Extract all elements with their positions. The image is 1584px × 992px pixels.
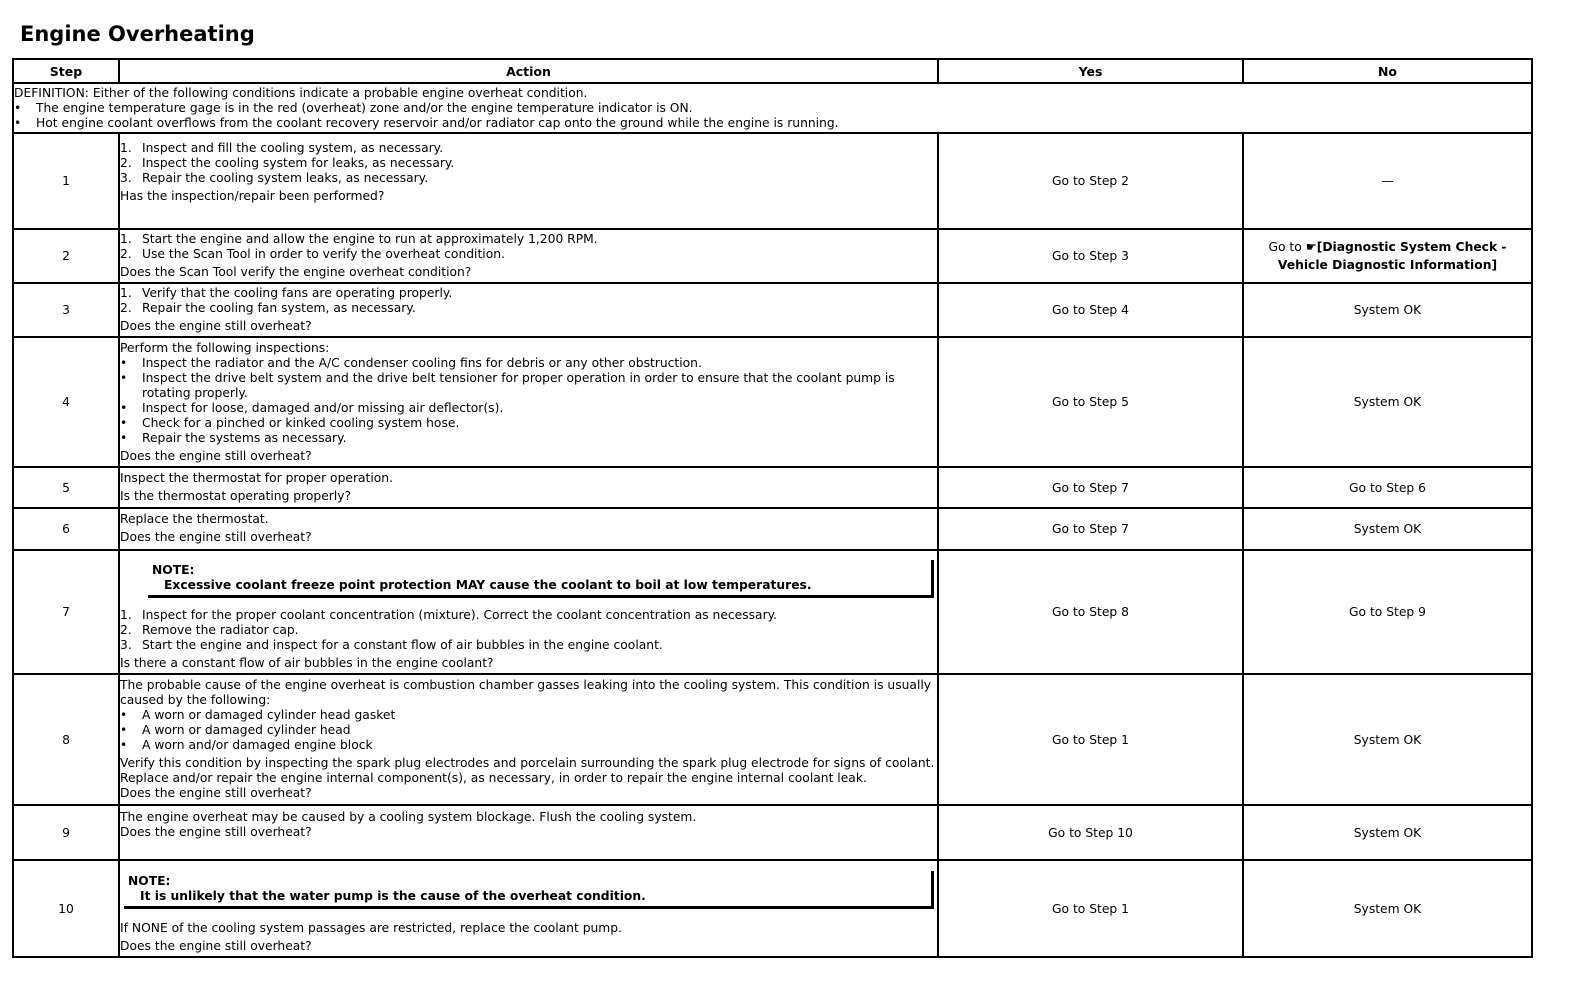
- step-row-3: [13, 283, 1532, 337]
- action-item: 3. Start the engine and inspect for a constant flow of air bubbles in the engine coolant.: [120, 637, 663, 652]
- action-intro: Perform the following inspections:: [120, 340, 330, 355]
- action-bullet: • A worn and/or damaged engine block: [120, 738, 373, 753]
- action-question: Does the Scan Tool verify the engine overheat condition?: [120, 264, 472, 279]
- page-title: Engine Overheating: [20, 22, 255, 46]
- action-bullet: • Inspect the drive belt system and the drive belt tensioner for proper operation in order to ensure that the coolant pump is rotating properly.: [120, 370, 895, 400]
- action-item: 1. Verify that the cooling fans are operating properly.: [120, 286, 453, 301]
- yes-result: Go to Step 8: [938, 550, 1243, 675]
- action-text: The engine overheat may be caused by a cooling system blockage. Flush the cooling system.: [120, 810, 697, 825]
- action-question: Does the engine still overheat?: [120, 319, 312, 334]
- no-result: System OK: [1243, 283, 1532, 337]
- step-number: 3: [13, 283, 119, 337]
- note-box: [124, 871, 934, 909]
- step-row-4: [13, 337, 1532, 467]
- action-item: 3. Repair the cooling system leaks, as necessary.: [120, 170, 429, 185]
- step-action: [119, 550, 938, 675]
- note-box: [148, 560, 934, 598]
- step-number: 9: [13, 805, 119, 860]
- step-number: 2: [13, 229, 119, 283]
- step-row-2: [13, 229, 1532, 283]
- header-no: No: [1243, 59, 1532, 83]
- step-action: [119, 805, 938, 860]
- action-intro: The probable cause of the engine overheat is combustion chamber gasses leaking into the cooling system. This condition is usually caused by the following:: [120, 678, 932, 708]
- step-row-6: [13, 508, 1532, 549]
- step-number: 4: [13, 337, 119, 467]
- diagnostic-system-check-link[interactable]: [Diagnostic System Check - Vehicle Diagnostic Information]: [1277, 239, 1507, 272]
- step-action: [119, 337, 938, 467]
- action-question: Is there a constant flow of air bubbles in the engine coolant?: [120, 655, 494, 670]
- action-text: Replace the thermostat.: [120, 512, 269, 527]
- action-bullet: • Inspect the radiator and the A/C condenser cooling fins for debris or any other obstruction.: [120, 355, 702, 370]
- step-number: 1: [13, 133, 119, 229]
- action-text: Verify this condition by inspecting the spark plug electrodes and porcelain surrounding the spark plug electrode for signs of coolant. Replace and/or repair the engine internal component(s), as necessary, in order to repair the engine internal coolant leak.: [120, 756, 935, 786]
- yes-result: Go to Step 1: [938, 860, 1243, 957]
- no-result: System OK: [1243, 805, 1532, 860]
- definition-row: [13, 83, 1532, 133]
- step-action: [119, 283, 938, 337]
- no-result: System OK: [1243, 674, 1532, 805]
- bullet-icon: •: [120, 400, 128, 415]
- step-action: [119, 467, 938, 508]
- bullet-icon: •: [120, 370, 128, 385]
- step-number: 10: [13, 860, 119, 957]
- action-item: 1. Inspect for the proper coolant concentration (mixture). Correct the coolant concentration as necessary.: [120, 607, 778, 622]
- yes-result: Go to Step 7: [938, 467, 1243, 508]
- no-result: System OK: [1243, 508, 1532, 549]
- definition-bullet: • The engine temperature gage is in the red (overheat) zone and/or the engine temperature indicator is ON.: [14, 100, 693, 115]
- action-text: If NONE of the cooling system passages are restricted, replace the coolant pump.: [120, 920, 622, 935]
- note-label: NOTE:: [152, 562, 195, 577]
- action-bullet: • A worn or damaged cylinder head: [120, 723, 351, 738]
- yes-result: Go to Step 4: [938, 283, 1243, 337]
- action-question: Does the engine still overheat?: [120, 786, 312, 801]
- no-prefix: Go to: [1268, 239, 1306, 254]
- bullet-icon: •: [120, 415, 128, 430]
- no-result: [1243, 229, 1532, 283]
- definition-bullet: • Hot engine coolant overflows from the coolant recovery reservoir and/or radiator cap onto the ground while the engine is running.: [14, 115, 839, 130]
- action-item: 2. Repair the cooling fan system, as necessary.: [120, 301, 416, 316]
- yes-result: Go to Step 3: [938, 229, 1243, 283]
- step-row-5: [13, 467, 1532, 508]
- action-item: 2. Inspect the cooling system for leaks, as necessary.: [120, 155, 455, 170]
- diagnostic-table: [12, 58, 1533, 958]
- action-bullet: • A worn or damaged cylinder head gasket: [120, 708, 396, 723]
- step-action: [119, 674, 938, 805]
- step-row-7: [13, 550, 1532, 675]
- action-question: Does the engine still overheat?: [120, 938, 312, 953]
- no-result: System OK: [1243, 860, 1532, 957]
- action-bullet: • Inspect for loose, damaged and/or missing air deflector(s).: [120, 400, 504, 415]
- no-result: Go to Step 6: [1243, 467, 1532, 508]
- step-number: 7: [13, 550, 119, 675]
- step-action: [119, 229, 938, 283]
- yes-result: Go to Step 10: [938, 805, 1243, 860]
- yes-result: Go to Step 5: [938, 337, 1243, 467]
- header-step: Step: [13, 59, 119, 83]
- action-question: Does the engine still overheat?: [120, 448, 312, 463]
- step-row-9: [13, 805, 1532, 860]
- bullet-icon: •: [120, 738, 128, 753]
- bullet-icon: •: [14, 100, 22, 115]
- note-label: NOTE:: [128, 873, 171, 888]
- step-number: 5: [13, 467, 119, 508]
- action-question: Is the thermostat operating properly?: [120, 489, 352, 504]
- no-result: System OK: [1243, 337, 1532, 467]
- step-row-8: [13, 674, 1532, 805]
- yes-result: Go to Step 1: [938, 674, 1243, 805]
- action-item: 2. Remove the radiator cap.: [120, 622, 299, 637]
- bullet-icon: •: [120, 430, 128, 445]
- action-item: 2. Use the Scan Tool in order to verify the overheat condition.: [120, 246, 505, 261]
- action-bullet: • Repair the systems as necessary.: [120, 430, 347, 445]
- bullet-icon: •: [120, 355, 128, 370]
- bullet-icon: •: [120, 723, 128, 738]
- bullet-icon: •: [14, 115, 22, 130]
- action-question: Has the inspection/repair been performed?: [120, 188, 385, 203]
- yes-result: Go to Step 7: [938, 508, 1243, 549]
- step-action: [119, 133, 938, 229]
- definition-text: DEFINITION: Either of the following conditions indicate a probable engine overheat condition.: [14, 85, 588, 100]
- step-action: [119, 508, 938, 549]
- step-number: 8: [13, 674, 119, 805]
- action-question: Does the engine still overheat?: [120, 825, 312, 840]
- bullet-icon: •: [120, 708, 128, 723]
- step-row-10: [13, 860, 1532, 957]
- header-yes: Yes: [938, 59, 1243, 83]
- header-action: Action: [119, 59, 938, 83]
- action-bullet: • Check for a pinched or kinked cooling system hose.: [120, 415, 460, 430]
- step-action: [119, 860, 938, 957]
- action-item: 1. Inspect and fill the cooling system, as necessary.: [120, 140, 444, 155]
- action-item: 1. Start the engine and allow the engine to run at approximately 1,200 RPM.: [120, 231, 598, 246]
- yes-result: Go to Step 2: [938, 133, 1243, 229]
- header-row: [13, 59, 1532, 83]
- no-result: Go to Step 9: [1243, 550, 1532, 675]
- definition-cell: [13, 83, 1532, 133]
- action-question: Does the engine still overheat?: [120, 530, 312, 545]
- step-row-1: [13, 133, 1532, 229]
- note-text: It is unlikely that the water pump is the cause of the overheat condition.: [140, 888, 646, 903]
- pointing-hand-icon: ☛: [1305, 239, 1317, 254]
- action-text: Inspect the thermostat for proper operation.: [120, 471, 394, 486]
- note-text: Excessive coolant freeze point protection MAY cause the coolant to boil at low temperatures.: [164, 577, 812, 592]
- step-number: 6: [13, 508, 119, 549]
- no-result: —: [1243, 133, 1532, 229]
